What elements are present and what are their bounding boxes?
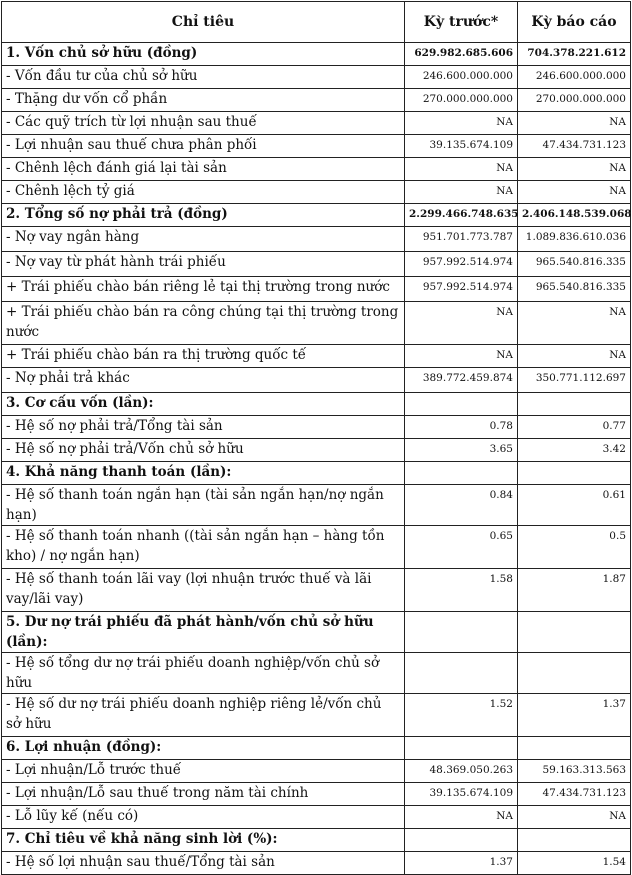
table-row bbox=[2, 806, 631, 829]
previous-period-value: NA bbox=[405, 181, 518, 204]
reporting-period-value: NA bbox=[518, 806, 631, 829]
reporting-period-value: 47.434.731.123 bbox=[518, 783, 631, 806]
table-row bbox=[2, 158, 631, 181]
table-row bbox=[2, 227, 631, 252]
previous-period-value: 1.37 bbox=[405, 852, 518, 875]
reporting-period-value: 246.600.000.000 bbox=[518, 66, 631, 89]
section-header-row bbox=[2, 393, 631, 416]
previous-period-value: 957.992.514.974 bbox=[405, 252, 518, 277]
previous-period-value bbox=[405, 829, 518, 852]
indicator-label: 4. Khả năng thanh toán (lần): bbox=[2, 462, 405, 485]
reporting-period-value: 2.406.148.539.068 bbox=[518, 204, 631, 227]
reporting-period-value: 350.771.112.697 bbox=[518, 368, 631, 393]
reporting-period-value: 1.089.836.610.036 bbox=[518, 227, 631, 252]
indicator-label: + Trái phiếu chào bán riêng lẻ tại thị trường trong nước bbox=[2, 277, 405, 302]
reporting-period-value: 59.163.313.563 bbox=[518, 760, 631, 783]
section-header-row bbox=[2, 829, 631, 852]
previous-period-value: NA bbox=[405, 158, 518, 181]
previous-period-value: 0.84 bbox=[405, 485, 518, 526]
section-header-row bbox=[2, 612, 631, 653]
table-row bbox=[2, 66, 631, 89]
indicator-label: - Hệ số lợi nhuận sau thuế/Tổng tài sản bbox=[2, 852, 405, 875]
previous-period-value bbox=[405, 612, 518, 653]
indicator-label: - Hệ số thanh toán lãi vay (lợi nhuận trước thuế và lãi vay/lãi vay) bbox=[2, 569, 405, 612]
previous-period-value: 39.135.674.109 bbox=[405, 783, 518, 806]
reporting-period-value bbox=[518, 737, 631, 760]
indicator-label: + Trái phiếu chào bán ra thị trường quốc tế bbox=[2, 345, 405, 368]
previous-period-value: 2.299.466.748.635 bbox=[405, 204, 518, 227]
reporting-period-value: 47.434.731.123 bbox=[518, 135, 631, 158]
previous-period-value bbox=[405, 653, 518, 694]
reporting-period-value: 0.61 bbox=[518, 485, 631, 526]
reporting-period-value: 965.540.816.335 bbox=[518, 277, 631, 302]
previous-period-value bbox=[405, 393, 518, 416]
indicator-label: - Lợi nhuận/Lỗ sau thuế trong năm tài chính bbox=[2, 783, 405, 806]
table-row bbox=[2, 760, 631, 783]
table-row bbox=[2, 181, 631, 204]
table-row bbox=[2, 252, 631, 277]
previous-period-value: NA bbox=[405, 345, 518, 368]
indicator-label: + Trái phiếu chào bán ra công chúng tại thị trường trong nước bbox=[2, 302, 405, 345]
previous-period-value: 39.135.674.109 bbox=[405, 135, 518, 158]
previous-period-value: 246.600.000.000 bbox=[405, 66, 518, 89]
indicator-label: - Nợ vay ngân hàng bbox=[2, 227, 405, 252]
reporting-period-value: 270.000.000.000 bbox=[518, 89, 631, 112]
section-header-row bbox=[2, 43, 631, 66]
indicator-label: 2. Tổng số nợ phải trả (đồng) bbox=[2, 204, 405, 227]
header-previous-period: Kỳ trước* bbox=[405, 2, 518, 43]
table-row bbox=[2, 302, 631, 345]
previous-period-value: 389.772.459.874 bbox=[405, 368, 518, 393]
table-body bbox=[2, 43, 631, 875]
table-row bbox=[2, 485, 631, 526]
indicator-label: 5. Dư nợ trái phiếu đã phát hành/vốn chủ sở hữu (lần): bbox=[2, 612, 405, 653]
header-indicator: Chỉ tiêu bbox=[2, 2, 405, 43]
table-row bbox=[2, 112, 631, 135]
reporting-period-value bbox=[518, 393, 631, 416]
indicator-label: - Hệ số nợ phải trả/Vốn chủ sở hữu bbox=[2, 439, 405, 462]
indicator-label: - Lợi nhuận/Lỗ trước thuế bbox=[2, 760, 405, 783]
table-row bbox=[2, 368, 631, 393]
indicator-label: - Hệ số dư nợ trái phiếu doanh nghiệp riêng lẻ/vốn chủ sở hữu bbox=[2, 694, 405, 737]
indicator-label: - Các quỹ trích từ lợi nhuận sau thuế bbox=[2, 112, 405, 135]
reporting-period-value bbox=[518, 462, 631, 485]
previous-period-value: 957.992.514.974 bbox=[405, 277, 518, 302]
section-header-row bbox=[2, 737, 631, 760]
previous-period-value: NA bbox=[405, 302, 518, 345]
previous-period-value bbox=[405, 737, 518, 760]
indicator-label: - Chênh lệch tỷ giá bbox=[2, 181, 405, 204]
indicator-label: - Hệ số thanh toán nhanh ((tài sản ngắn hạn – hàng tồn kho) / nợ ngắn hạn) bbox=[2, 526, 405, 569]
previous-period-value: NA bbox=[405, 112, 518, 135]
indicator-label: - Nợ vay từ phát hành trái phiếu bbox=[2, 252, 405, 277]
reporting-period-value: NA bbox=[518, 345, 631, 368]
previous-period-value: 0.65 bbox=[405, 526, 518, 569]
indicator-label: - Hệ số thanh toán ngắn hạn (tài sản ngắn hạn/nợ ngắn hạn) bbox=[2, 485, 405, 526]
table-row bbox=[2, 439, 631, 462]
previous-period-value: 3.65 bbox=[405, 439, 518, 462]
previous-period-value: 1.52 bbox=[405, 694, 518, 737]
previous-period-value: 0.78 bbox=[405, 416, 518, 439]
reporting-period-value bbox=[518, 829, 631, 852]
reporting-period-value: 1.37 bbox=[518, 694, 631, 737]
reporting-period-value: 0.77 bbox=[518, 416, 631, 439]
table-row bbox=[2, 135, 631, 158]
indicator-label: - Vốn đầu tư của chủ sở hữu bbox=[2, 66, 405, 89]
reporting-period-value: 0.5 bbox=[518, 526, 631, 569]
indicator-label: 3. Cơ cấu vốn (lần): bbox=[2, 393, 405, 416]
table-row bbox=[2, 345, 631, 368]
previous-period-value bbox=[405, 462, 518, 485]
reporting-period-value: 704.378.221.612 bbox=[518, 43, 631, 66]
indicator-label: - Thặng dư vốn cổ phần bbox=[2, 89, 405, 112]
table-row bbox=[2, 89, 631, 112]
reporting-period-value: 1.54 bbox=[518, 852, 631, 875]
previous-period-value: 48.369.050.263 bbox=[405, 760, 518, 783]
reporting-period-value: 3.42 bbox=[518, 439, 631, 462]
section-header-row bbox=[2, 204, 631, 227]
reporting-period-value: 1.87 bbox=[518, 569, 631, 612]
reporting-period-value: NA bbox=[518, 181, 631, 204]
indicator-label: 1. Vốn chủ sở hữu (đồng) bbox=[2, 43, 405, 66]
reporting-period-value: NA bbox=[518, 158, 631, 181]
table-row bbox=[2, 569, 631, 612]
indicator-label: - Lợi nhuận sau thuế chưa phân phối bbox=[2, 135, 405, 158]
indicator-label: - Chênh lệch đánh giá lại tài sản bbox=[2, 158, 405, 181]
previous-period-value: 629.982.685.606 bbox=[405, 43, 518, 66]
previous-period-value: 951.701.773.787 bbox=[405, 227, 518, 252]
table-row bbox=[2, 653, 631, 694]
table-row bbox=[2, 277, 631, 302]
header-reporting-period: Kỳ báo cáo bbox=[518, 2, 631, 43]
reporting-period-value: NA bbox=[518, 302, 631, 345]
indicator-label: 7. Chỉ tiêu về khả năng sinh lời (%): bbox=[2, 829, 405, 852]
table-row bbox=[2, 694, 631, 737]
table-row bbox=[2, 416, 631, 439]
financial-indicators-table bbox=[1, 1, 631, 875]
table-row bbox=[2, 852, 631, 875]
previous-period-value: 270.000.000.000 bbox=[405, 89, 518, 112]
indicator-label: - Nợ phải trả khác bbox=[2, 368, 405, 393]
table-row bbox=[2, 526, 631, 569]
indicator-label: - Hệ số nợ phải trả/Tổng tài sản bbox=[2, 416, 405, 439]
table-row bbox=[2, 783, 631, 806]
reporting-period-value: 965.540.816.335 bbox=[518, 252, 631, 277]
reporting-period-value bbox=[518, 653, 631, 694]
section-header-row bbox=[2, 462, 631, 485]
indicator-label: - Lỗ lũy kế (nếu có) bbox=[2, 806, 405, 829]
reporting-period-value: NA bbox=[518, 112, 631, 135]
previous-period-value: NA bbox=[405, 806, 518, 829]
indicator-label: - Hệ số tổng dư nợ trái phiếu doanh nghiệp/vốn chủ sở hữu bbox=[2, 653, 405, 694]
previous-period-value: 1.58 bbox=[405, 569, 518, 612]
indicator-label: 6. Lợi nhuận (đồng): bbox=[2, 737, 405, 760]
reporting-period-value bbox=[518, 612, 631, 653]
table-header-row bbox=[2, 2, 631, 43]
